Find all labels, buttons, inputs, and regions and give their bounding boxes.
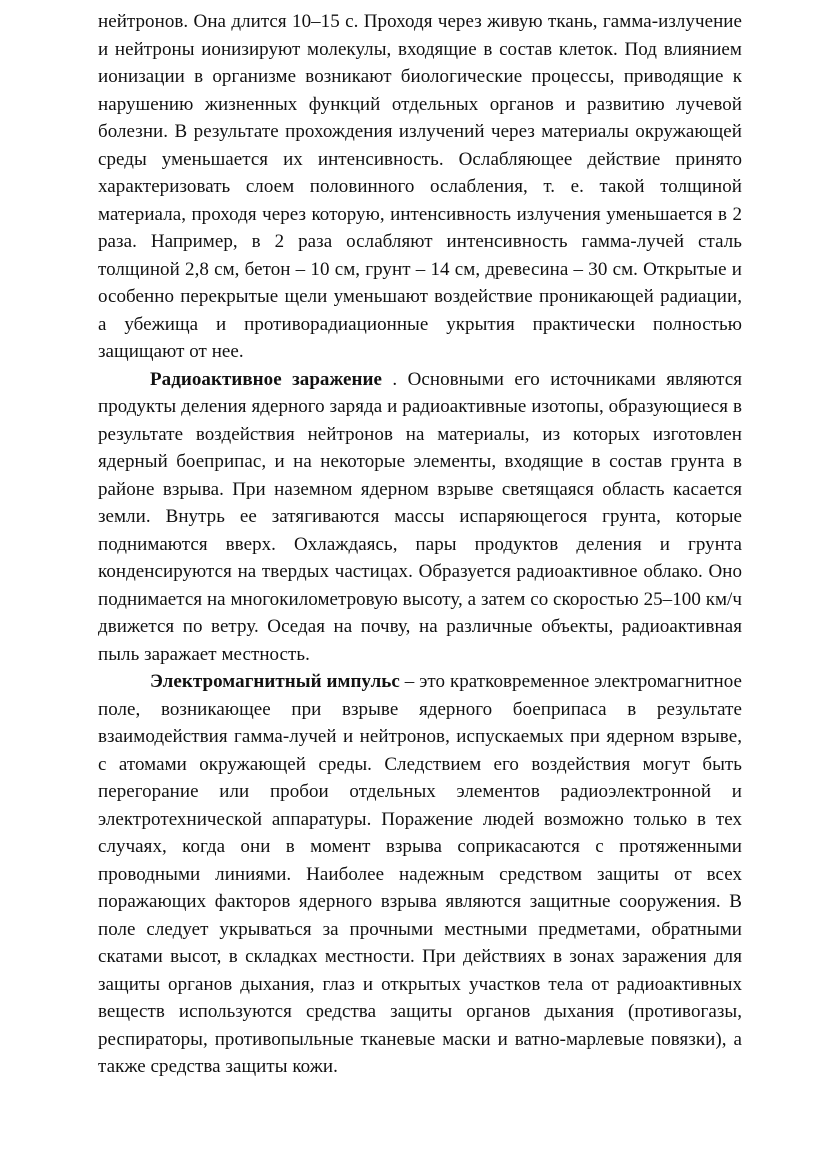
paragraph-electromagnetic-pulse — [98, 668, 742, 1081]
paragraph-text: – это кратковременное электромагнитное поле, возникающее при взрыве ядерного боеприпаса в результате взаимодействия гамма-лучей и нейтронов, испускаемых при ядерном взрыве, с атомами окружающей среды. Следствием его воздействия могут быть перегорание или пробои отдельных элементов радиоэлектронной и электротехнической аппаратуры. Поражение людей возможно только в тех случаях, когда они в момент взрыва соприкасаются с протяженными проводными линиями. Наиболее надежным средством защиты от всех поражающих факторов ядерного взрыва являются защитные сооружения. В поле следует укрываться за прочными местными предметами, обратными скатами высот, в складках местности. При действиях в зонах заражения для защиты органов дыхания, глаз и открытых участков тела от радиоактивных веществ используются средства защиты органов дыхания (противогазы, респираторы, противопыльные тканевые маски и ватно-марлевые повязки), а также средства защиты кожи. — [98, 671, 742, 1077]
paragraph-text: . Основными его источниками являются продукты деления ядерного заряда и радиоактивные изотопы, образующиеся в результате воздействия нейтронов на материалы, из которых изготовлен ядерный боеприпас, и на некоторые элементы, входящие в состав грунта в районе взрыва. При наземном ядерном взрыве светящаяся область касается земли. Внутрь ее затягиваются массы испаряющегося грунта, которые поднимаются вверх. Охлаждаясь, пары продуктов деления и грунта конденсируются на твердых частицах. Образуется радиоактивное облако. Оно поднимается на многокилометровую высоту, а затем со скоростью 25–100 км/ч движется по ветру. Оседая на почву, на различные объекты, радиоактивная пыль заражает местность. — [98, 368, 742, 665]
paragraph-radioactive-contamination — [98, 366, 742, 669]
term-electromagnetic-pulse: Электромагнитный импульс — [150, 671, 400, 692]
paragraph-text: нейтронов. Она длится 10–15 с. Проходя через живую ткань, гамма-излучение и нейтроны ионизируют молекулы, входящие в состав клеток. Под влиянием ионизации в организме возникают биологические процессы, приводящие к нарушению жизненных функций отдельных органов и развитию лучевой болезни. В результате прохождения излучений через материалы окружающей среды уменьшается их интенсивность. Ослабляющее действие принято характеризовать слоем половинного ослабления, т. е. такой толщиной материала, проходя через которую, интенсивность излучения уменьшается в 2 раза. Например, в 2 раза ослабляют интенсивность гамма-лучей сталь толщиной 2,8 см, бетон – 10 см, грунт – 14 см, древесина – 30 см. Открытые и особенно перекрытые щели уменьшают воздействие проникающей радиации, а убежища и противорадиационные укрытия практически полностью защищают от нее. — [98, 11, 742, 362]
term-radioactive-contamination: Радиоактивное заражение — [150, 368, 383, 390]
paragraph-penetrating-radiation — [98, 8, 742, 366]
